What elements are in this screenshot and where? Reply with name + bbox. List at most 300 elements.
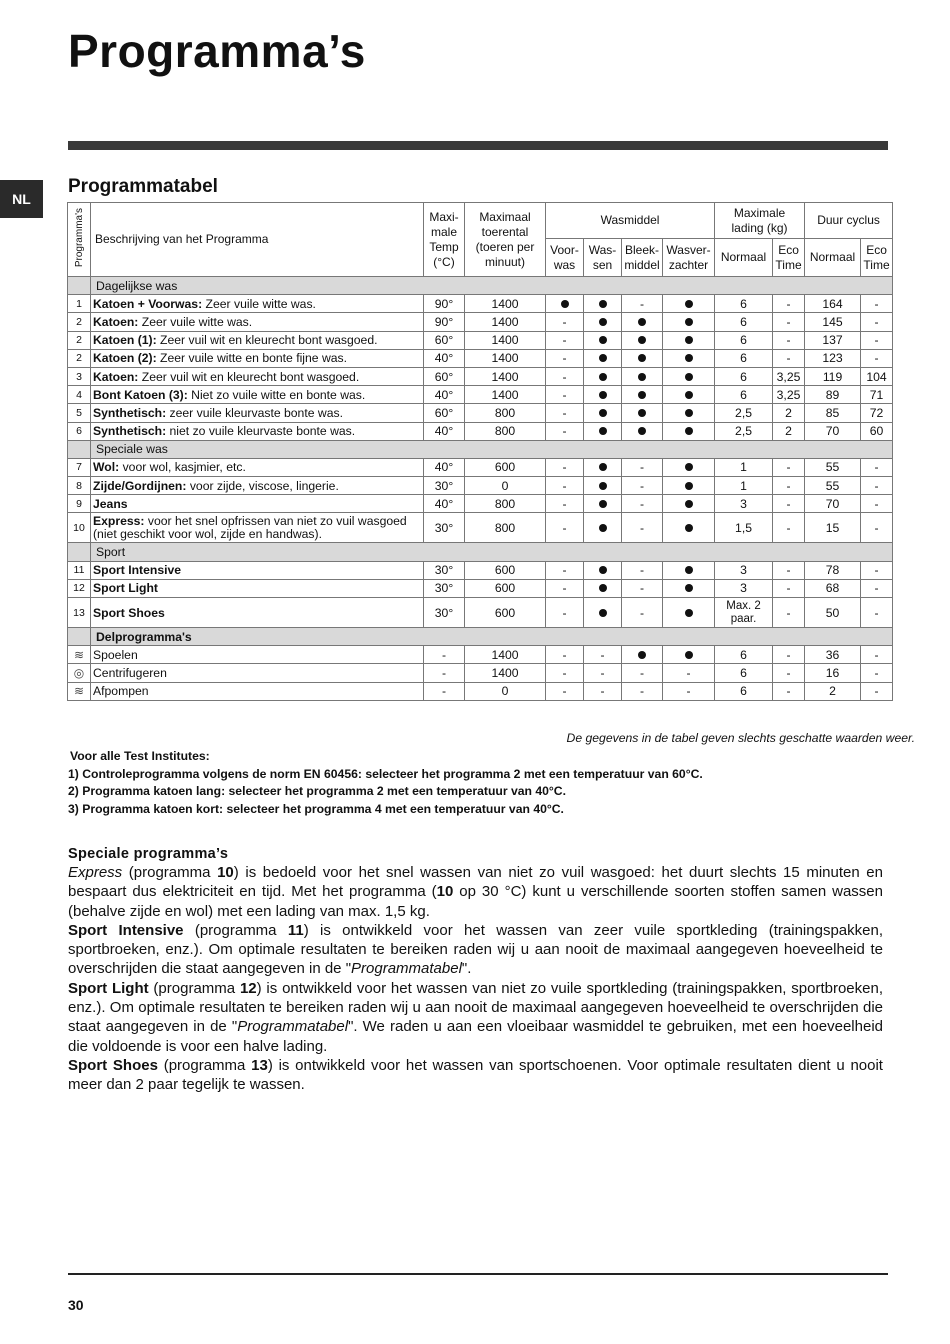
cycle-eco: - <box>861 331 893 349</box>
max-speed: 600 <box>465 561 546 579</box>
prewash: - <box>546 313 584 331</box>
cycle-normal: 78 <box>805 561 861 579</box>
group-title: Delprogramma's <box>91 628 893 646</box>
group-title: Speciale was <box>91 440 893 458</box>
program-description: Katoen (1): Zeer vuil wit en kleurecht bont wasgoed. <box>91 331 424 349</box>
bleach: - <box>622 295 663 313</box>
program-number: 12 <box>68 579 91 597</box>
program-name: Synthetisch: <box>93 424 167 439</box>
load-eco: - <box>773 561 805 579</box>
col-head-max-temp: Maxi- male Temp (°C) <box>424 203 465 277</box>
prewash: - <box>546 664 584 682</box>
softener <box>663 646 715 664</box>
wash <box>584 561 622 579</box>
program-description: Synthetisch: niet zo vuile kleurvaste bonte was. <box>91 422 424 440</box>
section-title: Programmatabel <box>68 176 218 197</box>
cycle-normal: 145 <box>805 313 861 331</box>
program-name: Katoen: <box>93 369 139 384</box>
max-temp: 30° <box>424 561 465 579</box>
cycle-eco: 104 <box>861 367 893 385</box>
program-name: Katoen (1): <box>93 333 157 348</box>
dot-icon <box>685 373 693 381</box>
load-eco: - <box>773 295 805 313</box>
special-programs-body <box>68 863 883 1095</box>
max-temp: - <box>424 682 465 700</box>
group-row <box>68 628 893 646</box>
prewash: - <box>546 579 584 597</box>
wash <box>584 477 622 495</box>
load-normal: 3 <box>715 561 773 579</box>
cycle-normal: 36 <box>805 646 861 664</box>
dot-icon <box>685 409 693 417</box>
test-institutes <box>68 748 703 818</box>
program-name: Synthetisch: <box>93 405 167 420</box>
dot-icon <box>685 427 693 435</box>
program-description: Express: voor het snel opfrissen van niet zo vuil wasgoed (niet geschikt voor wol, zijde en handwas). <box>91 513 424 543</box>
program-description: Wol: voor wol, kasjmier, etc. <box>91 458 424 476</box>
program-name: Bont Katoen (3): <box>93 387 188 402</box>
program-number: 13 <box>68 598 91 628</box>
softener <box>663 331 715 349</box>
max-speed: 0 <box>465 682 546 700</box>
drain-icon: ≋ <box>73 684 85 699</box>
load-normal: 1,5 <box>715 513 773 543</box>
dot-icon <box>685 524 693 532</box>
sport-light-name: Sport Light <box>68 979 149 997</box>
load-eco: - <box>773 331 805 349</box>
dot-icon <box>599 318 607 326</box>
dot-icon <box>685 566 693 574</box>
express-name: Express <box>68 864 123 881</box>
max-speed: 1400 <box>465 386 546 404</box>
wash <box>584 513 622 543</box>
bleach <box>622 313 663 331</box>
max-speed: 1400 <box>465 664 546 682</box>
program-description <box>91 598 424 628</box>
load-normal: 6 <box>715 646 773 664</box>
cycle-normal: 50 <box>805 598 861 628</box>
col-head-max-speed: Maximaal toerental (toeren per minuut) <box>465 203 546 277</box>
softener <box>663 513 715 543</box>
bleach: - <box>622 477 663 495</box>
dot-icon <box>685 318 693 326</box>
max-temp: - <box>424 646 465 664</box>
softener <box>663 295 715 313</box>
col-head-load-normal: Normaal <box>715 239 773 277</box>
cycle-normal: 123 <box>805 349 861 367</box>
dot-icon <box>599 427 607 435</box>
cycle-eco: - <box>861 313 893 331</box>
program-number: 2 <box>68 313 91 331</box>
prewash: - <box>546 477 584 495</box>
program-name: Express: <box>93 513 145 528</box>
wash <box>584 313 622 331</box>
program-number: 9 <box>68 495 91 513</box>
bleach <box>622 646 663 664</box>
dot-icon <box>685 609 693 617</box>
cycle-normal: 85 <box>805 404 861 422</box>
softener: - <box>663 682 715 700</box>
cycle-eco: 60 <box>861 422 893 440</box>
table-row <box>68 664 893 682</box>
prewash: - <box>546 422 584 440</box>
test-institutes-item: 1) Controleprogramma volgens de norm EN 60456: selecteer het programma 2 met een temperatuur van 60°C. <box>68 766 703 781</box>
prewash: - <box>546 682 584 700</box>
program-name: Wol: <box>93 460 120 475</box>
load-eco: - <box>773 579 805 597</box>
max-speed: 600 <box>465 458 546 476</box>
bleach: - <box>622 664 663 682</box>
load-eco: - <box>773 646 805 664</box>
program-name: Sport Light <box>93 581 158 596</box>
load-eco: - <box>773 495 805 513</box>
test-institutes-item: 3) Programma katoen kort: selecteer het programma 4 met een temperatuur van 40°C. <box>68 801 564 816</box>
softener <box>663 477 715 495</box>
load-normal: 3 <box>715 579 773 597</box>
bleach <box>622 386 663 404</box>
cycle-eco: - <box>861 646 893 664</box>
prewash: - <box>546 349 584 367</box>
max-temp: 60° <box>424 367 465 385</box>
sport-light-paragraph: Sport Light (programma 12) is ontwikkeld voor het wassen van niet zo vuile sportkleding (trainingspakken, sportbroeken, enz.). Om optimale resultaten te bereiken raden wij u aan nooit de maximaal aangegeven hoeveelheid te overschrijden die staat aangegeven in de "Programmatabel". We raden u aan een vloeibaar wasmiddel te gebruiken, met een hoeveelheid die voldoende is voor een halve lading. <box>68 979 883 1055</box>
page-number: 30 <box>68 1297 84 1313</box>
cycle-eco: - <box>861 495 893 513</box>
max-speed: 800 <box>465 422 546 440</box>
program-description <box>91 561 424 579</box>
max-temp: 60° <box>424 404 465 422</box>
bleach: - <box>622 513 663 543</box>
load-eco: - <box>773 458 805 476</box>
dot-icon <box>685 482 693 490</box>
program-description: Synthetisch: zeer vuile kleurvaste bonte was. <box>91 404 424 422</box>
estimate-note: De gegevens in de tabel geven slechts geschatte waarden weer. <box>566 731 915 745</box>
cycle-eco: - <box>861 295 893 313</box>
table-row <box>68 646 893 664</box>
dot-icon <box>599 373 607 381</box>
cycle-eco: - <box>861 682 893 700</box>
program-number <box>68 664 91 682</box>
col-head-softener: Wasver- zachter <box>663 239 715 277</box>
softener <box>663 561 715 579</box>
table-row <box>68 349 893 367</box>
load-normal: 2,5 <box>715 422 773 440</box>
bleach: - <box>622 561 663 579</box>
prewash: - <box>546 598 584 628</box>
dot-icon <box>638 373 646 381</box>
dot-icon <box>685 500 693 508</box>
load-normal: 1 <box>715 458 773 476</box>
dot-icon <box>599 482 607 490</box>
softener <box>663 422 715 440</box>
page-title: Programma’s <box>68 25 366 77</box>
dot-icon <box>599 354 607 362</box>
col-head-cycle: Duur cyclus <box>805 203 893 239</box>
dot-icon <box>638 336 646 344</box>
cycle-eco: 72 <box>861 404 893 422</box>
max-speed: 1400 <box>465 646 546 664</box>
group-title: Dagelijkse was <box>91 277 893 295</box>
dot-icon <box>638 391 646 399</box>
program-number: 1 <box>68 295 91 313</box>
dot-icon <box>599 584 607 592</box>
table-row <box>68 458 893 476</box>
program-description: Zijde/Gordijnen: voor zijde, viscose, lingerie. <box>91 477 424 495</box>
wash <box>584 295 622 313</box>
col-head-bleach: Bleek- middel <box>622 239 663 277</box>
express-paragraph: Express (programma 10) is bedoeld voor het snel wassen van niet zo vuil wasgoed: het duurt slechts 15 minuten en bespaart dus elektriciteit en tijd. Met het programma (10 op 30 °C) kunt u verschillende soorten stoffen samen wassen (behalve zijde en wol) met een lading van max. 1,5 kg. <box>68 864 883 920</box>
max-speed: 600 <box>465 579 546 597</box>
table-row <box>68 404 893 422</box>
sport-intensive-name: Sport Intensive <box>68 921 184 939</box>
dot-icon <box>599 463 607 471</box>
wash <box>584 579 622 597</box>
max-temp: 90° <box>424 313 465 331</box>
dot-icon <box>685 336 693 344</box>
softener <box>663 367 715 385</box>
bleach <box>622 367 663 385</box>
bleach <box>622 422 663 440</box>
cycle-normal: 2 <box>805 682 861 700</box>
cycle-normal: 70 <box>805 422 861 440</box>
group-row <box>68 543 893 561</box>
prewash: - <box>546 561 584 579</box>
col-head-load-eco: Eco Time <box>773 239 805 277</box>
program-number: 6 <box>68 422 91 440</box>
softener <box>663 495 715 513</box>
dot-icon <box>638 354 646 362</box>
program-name: Katoen + Voorwas: <box>93 296 203 311</box>
table-row <box>68 295 893 313</box>
load-normal: 6 <box>715 295 773 313</box>
table-row <box>68 579 893 597</box>
load-eco: - <box>773 664 805 682</box>
wash: - <box>584 646 622 664</box>
load-eco: - <box>773 313 805 331</box>
max-temp: 40° <box>424 495 465 513</box>
load-eco: - <box>773 349 805 367</box>
sport-intensive-paragraph: Sport Intensive (programma 11) is ontwikkeld voor het wassen van zeer vuile sportkleding (trainingspakken, sportbroeken, enz.). Om optimale resultaten te bereiken raden wij u aan nooit de maximaal aangegeven hoeveelheid te overschrijden die staat aangegeven in de "Programmatabel". <box>68 921 883 978</box>
table-row <box>68 598 893 628</box>
load-normal: Max. 2 paar. <box>715 598 773 628</box>
max-speed: 0 <box>465 477 546 495</box>
program-description: Katoen: Zeer vuil wit en kleurecht bont wasgoed. <box>91 367 424 385</box>
prewash: - <box>546 495 584 513</box>
cycle-normal: 55 <box>805 477 861 495</box>
table-row <box>68 513 893 543</box>
col-head-cycle-eco: Eco Time <box>861 239 893 277</box>
bleach <box>622 349 663 367</box>
table-row <box>68 313 893 331</box>
language-tab: NL <box>0 180 43 218</box>
cycle-eco: - <box>861 579 893 597</box>
dot-icon <box>599 336 607 344</box>
max-temp: 30° <box>424 579 465 597</box>
load-normal: 6 <box>715 386 773 404</box>
cycle-eco: - <box>861 349 893 367</box>
wash <box>584 367 622 385</box>
table-row <box>68 682 893 700</box>
test-institutes-title: Voor alle Test Institutes: <box>70 749 210 763</box>
col-head-detergent: Wasmiddel <box>546 203 715 239</box>
program-description: Katoen + Voorwas: Zeer vuile witte was. <box>91 295 424 313</box>
max-speed: 1400 <box>465 331 546 349</box>
program-number: 8 <box>68 477 91 495</box>
program-description: Centrifugeren <box>91 664 424 682</box>
cycle-normal: 55 <box>805 458 861 476</box>
group-row <box>68 277 893 295</box>
group-row <box>68 440 893 458</box>
table-row <box>68 386 893 404</box>
program-number: 11 <box>68 561 91 579</box>
max-temp: 60° <box>424 331 465 349</box>
max-temp: 40° <box>424 458 465 476</box>
bleach <box>622 331 663 349</box>
program-description: Katoen (2): Zeer vuile witte en bonte fijne was. <box>91 349 424 367</box>
col-head-cycle-normal: Normaal <box>805 239 861 277</box>
dot-icon <box>599 524 607 532</box>
cycle-normal: 15 <box>805 513 861 543</box>
cycle-normal: 164 <box>805 295 861 313</box>
max-speed: 800 <box>465 513 546 543</box>
program-number: 2 <box>68 349 91 367</box>
table-row <box>68 331 893 349</box>
load-eco: - <box>773 598 805 628</box>
wash <box>584 598 622 628</box>
cycle-eco: - <box>861 561 893 579</box>
cycle-eco: - <box>861 664 893 682</box>
prewash: - <box>546 513 584 543</box>
softener <box>663 349 715 367</box>
program-name: Katoen: <box>93 314 139 329</box>
bleach: - <box>622 495 663 513</box>
max-temp: - <box>424 664 465 682</box>
cycle-normal: 119 <box>805 367 861 385</box>
cycle-normal: 137 <box>805 331 861 349</box>
special-programs-title: Speciale programma’s <box>68 846 229 862</box>
program-number: 7 <box>68 458 91 476</box>
title-rule <box>68 141 888 150</box>
program-name: Sport Shoes <box>93 605 165 620</box>
softener <box>663 598 715 628</box>
max-speed: 1400 <box>465 295 546 313</box>
dot-icon <box>685 354 693 362</box>
wash <box>584 495 622 513</box>
load-normal: 6 <box>715 349 773 367</box>
program-table <box>67 202 893 701</box>
program-number: 4 <box>68 386 91 404</box>
max-speed: 1400 <box>465 313 546 331</box>
sport-shoes-paragraph: Sport Shoes (programma 13) is ontwikkeld voor het wassen van sportschoenen. Voor optimale resultaten dient u nooit meer dan 2 paar tegelijk te wassen. <box>68 1056 883 1094</box>
load-normal: 6 <box>715 313 773 331</box>
softener <box>663 579 715 597</box>
bleach: - <box>622 458 663 476</box>
program-number: 2 <box>68 331 91 349</box>
program-name: Jeans <box>93 496 128 511</box>
bleach: - <box>622 598 663 628</box>
max-temp: 40° <box>424 422 465 440</box>
prewash: - <box>546 458 584 476</box>
dot-icon <box>638 427 646 435</box>
table-row <box>68 422 893 440</box>
program-number <box>68 682 91 700</box>
dot-icon <box>685 584 693 592</box>
program-number: 10 <box>68 513 91 543</box>
load-eco: - <box>773 513 805 543</box>
cycle-normal: 68 <box>805 579 861 597</box>
group-title: Sport <box>91 543 893 561</box>
dot-icon <box>599 300 607 308</box>
dot-icon <box>599 609 607 617</box>
col-head-prewash: Voor- was <box>546 239 584 277</box>
dot-icon <box>599 566 607 574</box>
load-eco: 2 <box>773 422 805 440</box>
dot-icon <box>638 318 646 326</box>
program-name: Katoen (2): <box>93 351 157 366</box>
program-name: Zijde/Gordijnen: <box>93 478 187 493</box>
dot-icon <box>685 391 693 399</box>
load-eco: 3,25 <box>773 386 805 404</box>
table-row <box>68 495 893 513</box>
load-eco: 3,25 <box>773 367 805 385</box>
program-description <box>91 495 424 513</box>
load-eco: 2 <box>773 404 805 422</box>
max-speed: 800 <box>465 404 546 422</box>
wash <box>584 349 622 367</box>
table-row <box>68 367 893 385</box>
program-description: Katoen: Zeer vuile witte was. <box>91 313 424 331</box>
max-temp: 30° <box>424 513 465 543</box>
max-speed: 800 <box>465 495 546 513</box>
dot-icon <box>685 300 693 308</box>
cycle-eco: - <box>861 513 893 543</box>
program-description <box>91 579 424 597</box>
cycle-eco: 71 <box>861 386 893 404</box>
softener <box>663 458 715 476</box>
rinse-icon: ≋ <box>73 647 85 662</box>
bleach <box>622 404 663 422</box>
cycle-eco: - <box>861 477 893 495</box>
col-head-max-load: Maximale lading (kg) <box>715 203 805 239</box>
max-speed: 1400 <box>465 367 546 385</box>
col-head-wash: Was- sen <box>584 239 622 277</box>
cycle-normal: 16 <box>805 664 861 682</box>
cycle-normal: 70 <box>805 495 861 513</box>
load-eco: - <box>773 682 805 700</box>
program-description: Spoelen <box>91 646 424 664</box>
wash <box>584 386 622 404</box>
program-number: 3 <box>68 367 91 385</box>
dot-icon <box>638 409 646 417</box>
load-normal: 6 <box>715 331 773 349</box>
dot-icon <box>561 300 569 308</box>
program-description: Afpompen <box>91 682 424 700</box>
load-normal: 6 <box>715 367 773 385</box>
bleach: - <box>622 579 663 597</box>
cycle-eco: - <box>861 598 893 628</box>
col-head-programmas: Programma's <box>68 203 91 277</box>
max-temp: 90° <box>424 295 465 313</box>
bleach: - <box>622 682 663 700</box>
program-number: 5 <box>68 404 91 422</box>
prewash <box>546 295 584 313</box>
wash: - <box>584 682 622 700</box>
prewash: - <box>546 386 584 404</box>
max-temp: 40° <box>424 349 465 367</box>
spin-icon: ◎ <box>73 665 85 680</box>
wash <box>584 422 622 440</box>
program-number <box>68 646 91 664</box>
dot-icon <box>599 391 607 399</box>
